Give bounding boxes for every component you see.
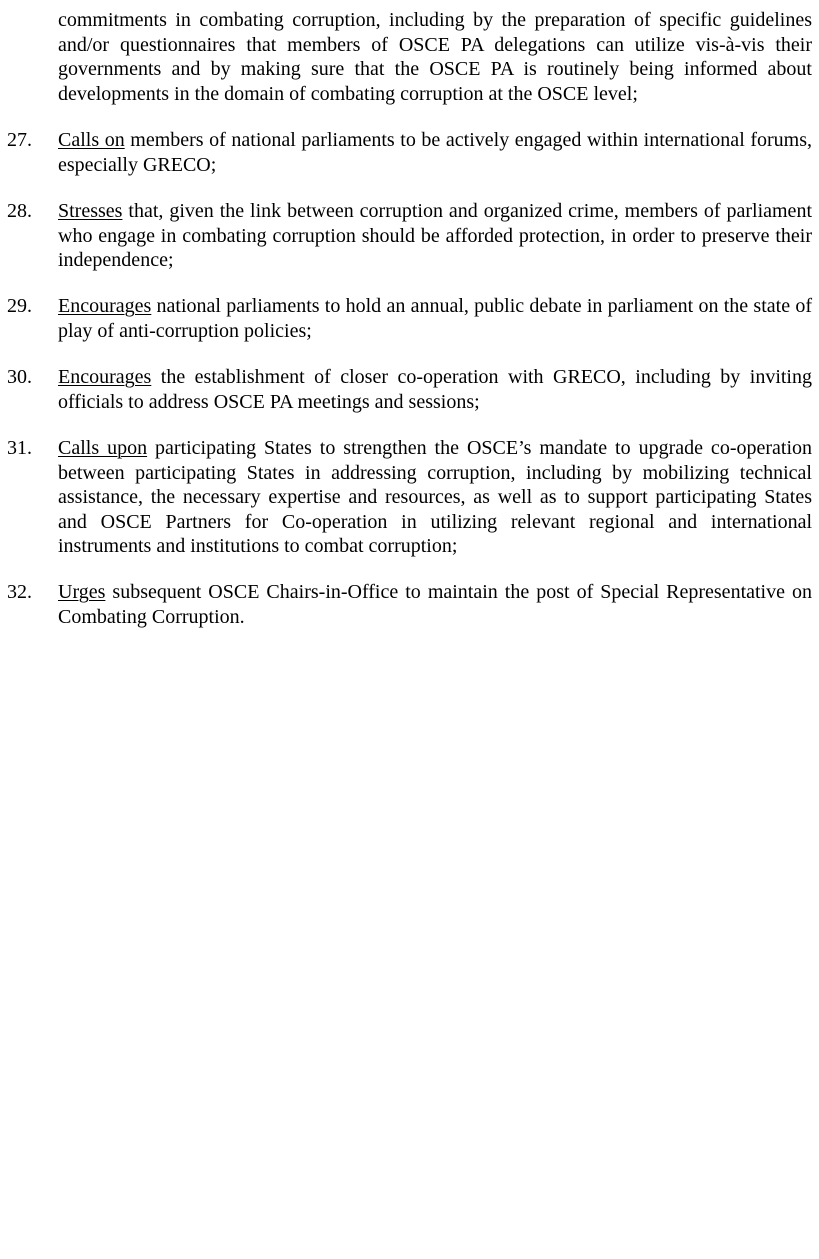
paragraph-body: that, given the link between corruption and organized crime, members of parliament who engage in combating corruption should be afforded protection, in order to preserve their independence; [58,200,812,271]
paragraph-keyword: Stresses [58,200,123,222]
paragraph-body: subsequent OSCE Chairs-in-Office to maintain the post of Special Representative on Combating Corruption. [58,581,812,628]
paragraph-body: members of national parliaments to be actively engaged within international forums, especially GRECO; [58,129,812,176]
paragraph-keyword: Calls upon [58,437,148,459]
paragraph-text [58,436,812,559]
paragraph-28 [7,199,812,273]
paragraph-31 [7,436,812,559]
paragraph-body: the establishment of closer co-operation with GRECO, including by inviting officials to address OSCE PA meetings and sessions; [58,366,812,413]
paragraph-number: 32. [7,581,32,603]
paragraph-body: participating States to strengthen the OSCE’s mandate to upgrade co-operation between participating States in addressing corruption, including by mobilizing technical assistance, the necessary expertise and resources, as well as to support participating States and OSCE Partners for Co-operation in utilizing relevant regional and international instruments and institutions to combat corruption; [58,437,812,557]
paragraph-body: national parliaments to hold an annual, public debate in parliament on the state of play of anti-corruption policies; [58,295,812,342]
paragraph-keyword: Calls on [58,129,125,151]
continuation-paragraph [7,8,812,106]
paragraph-number: 28. [7,200,32,222]
paragraph-text [58,294,812,343]
paragraph-number: 29. [7,295,32,317]
paragraph-27 [7,128,812,177]
paragraph-32 [7,580,812,629]
paragraph-number: 30. [7,366,32,388]
paragraph-number: 27. [7,129,32,151]
paragraph-30 [7,365,812,414]
paragraph-text [58,365,812,414]
paragraph-text [58,580,812,629]
paragraph-29 [7,294,812,343]
continuation-text: commitments in combating corruption, including by the preparation of specific guidelines and/or questionnaires that members of OSCE PA delegations can utilize vis-à-vis their governments and by making sure that the OSCE PA is routinely being informed about developments in the domain of combating corruption at the OSCE level; [58,9,812,105]
paragraph-keyword: Encourages [58,366,152,388]
paragraph-keyword: Encourages [58,295,152,317]
paragraph-text [58,199,812,273]
paragraph-text [58,128,812,177]
paragraph-keyword: Urges [58,581,106,603]
paragraph-number: 31. [7,437,32,459]
